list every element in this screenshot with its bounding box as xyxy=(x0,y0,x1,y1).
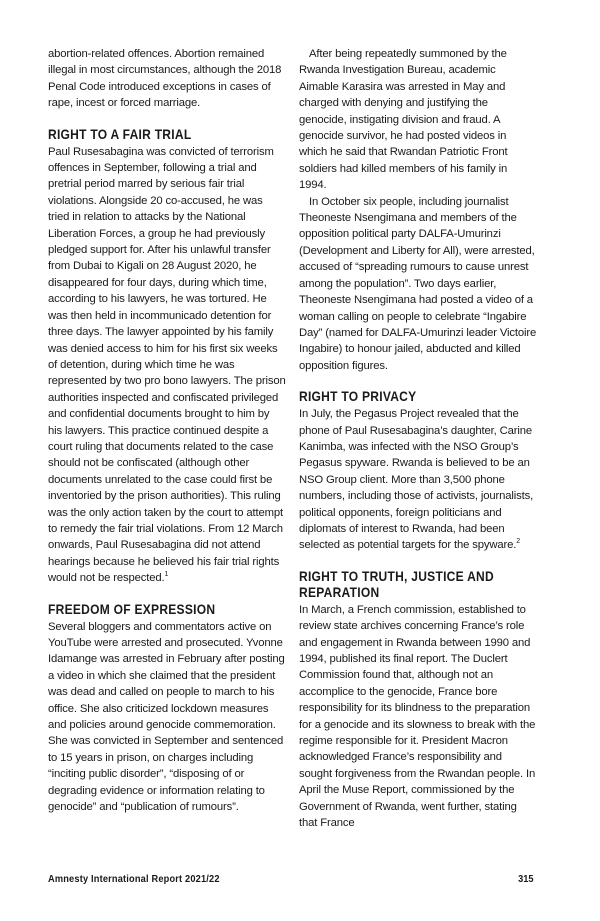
paragraph-privacy-text: In July, the Pegasus Project revealed that the phone of Paul Rusesabagina’s daughter, Carine Kanimba, was infected with the NSO Group’s Pegasus spyware. Rwanda is believed to be an NSO Group client. More than 3,500 phone numbers, including those of activists, journalists, political opponents, foreign politicians and diplomats of interest to Rwanda, had been selected as potential targets for the spyware. xyxy=(299,408,534,552)
paragraph-fair-trial xyxy=(48,144,286,587)
paragraph-truth-justice: In March, a French commission, established to review state archives concerning France’s role and engagement in Rwanda between 1990 and 1994, published its final report. The Duclert Commission found that, although not an accomplice to the genocide, France bore responsibility for its blindness to the preparation for a genocide and its slowness to break with the regime responsible for it. President Macron acknowledged France’s responsibility and sought forgiveness from the Rwandan people. In April the Muse Report, commissioned by the Government of Rwanda, went further, stating that France xyxy=(299,603,536,830)
footer-page-number: 315 xyxy=(518,873,534,885)
heading-fair-trial: RIGHT TO A FAIR TRIAL xyxy=(48,125,192,142)
footer-publication-title: Amnesty International Report 2021/22 xyxy=(48,873,220,885)
paragraph-fair-trial-text: Paul Rusesabagina was convicted of terrorism offences in September, following a trial and pretrial period marred by serious fair trial violations. Alongside 20 co-accused, he was tried in relation to attacks by the National Liberation Forces, a group he had previously pledged support for. After his unlawful transfer from Dubai to Kigali on 28 August 2020, he disappeared for four days, during which time, according to his lawyers, he was tortured. He was then held in incommunicado detention for three days. The lawyer appointed by his family was denied access to him for his first six weeks of detention, during which time he was represented by two pro bono lawyers. The prison authorities inspected and confiscated privileged and confidential documents brought to him by his lawyers. This practice continued despite a court ruling that documents related to the case should not be confiscated (although other documents unrelated to the case could first be inventoried by the prison authorities). This ruling was the only action taken by the court to attempt to remedy the fair trial violations. From 12 March onwards, Paul Rusesabagina did not attend hearings because he believed his fair trial rights would not be respected. xyxy=(48,145,286,585)
heading-privacy: RIGHT TO PRIVACY xyxy=(299,388,417,405)
paragraph-karasira: After being repeatedly summoned by the Rwanda Investigation Bureau, academic Aimable Karasira was arrested in May and charged with denying and justifying the genocide, instigating division and fraud. A genocide survivor, he had posted videos in which he said that Rwandan Patriotic Front soldiers had killed members of his family in 1994. xyxy=(299,48,508,192)
footnote-ref-1[interactable]: 1 xyxy=(164,571,169,579)
paragraph-abortion: abortion-related offences. Abortion remained illegal in most circumstances, although the 2018 Penal Code introduced exceptions in cases of rape, incest or forced marriage. xyxy=(48,48,282,110)
right-column xyxy=(299,46,537,831)
footnote-ref-2[interactable]: 2 xyxy=(516,538,521,546)
heading-freedom-of-expression: FREEDOM OF EXPRESSION xyxy=(48,600,216,617)
paragraph-privacy xyxy=(299,406,537,554)
heading-truth-justice: RIGHT TO TRUTH, JUSTICE AND REPARATION xyxy=(299,567,494,600)
paragraph-expression: Several bloggers and commentators active on YouTube were arrested and prosecuted. Yvonne Idamange was arrested in February after posting a video in which she claimed that the president was dead and called on people to march to his office. She also criticized lockdown measures and policies around genocide commemoration. She was convicted in September and sentenced to 15 years in prison, on charges including “inciting public disorder”, “disposing of or degrading evidence or information relating to genocide” and “publication of rumours”. xyxy=(48,620,285,814)
left-column xyxy=(48,46,286,815)
paragraph-october-arrests: In October six people, including journalist Theoneste Nsengimana and members of the opposition political party DALFA-Umurinzi (Development and Liberty for All), were arrested, accused of “spreading rumours to cause unrest among the population”. Two days earlier, Theoneste Nsengimana had posted a video of a woman calling on people to celebrate “Ingabire Day” (named for DALFA-Umurinzi leader Victoire Ingabire) to honour jailed, abducted and killed opposition figures. xyxy=(299,195,537,372)
